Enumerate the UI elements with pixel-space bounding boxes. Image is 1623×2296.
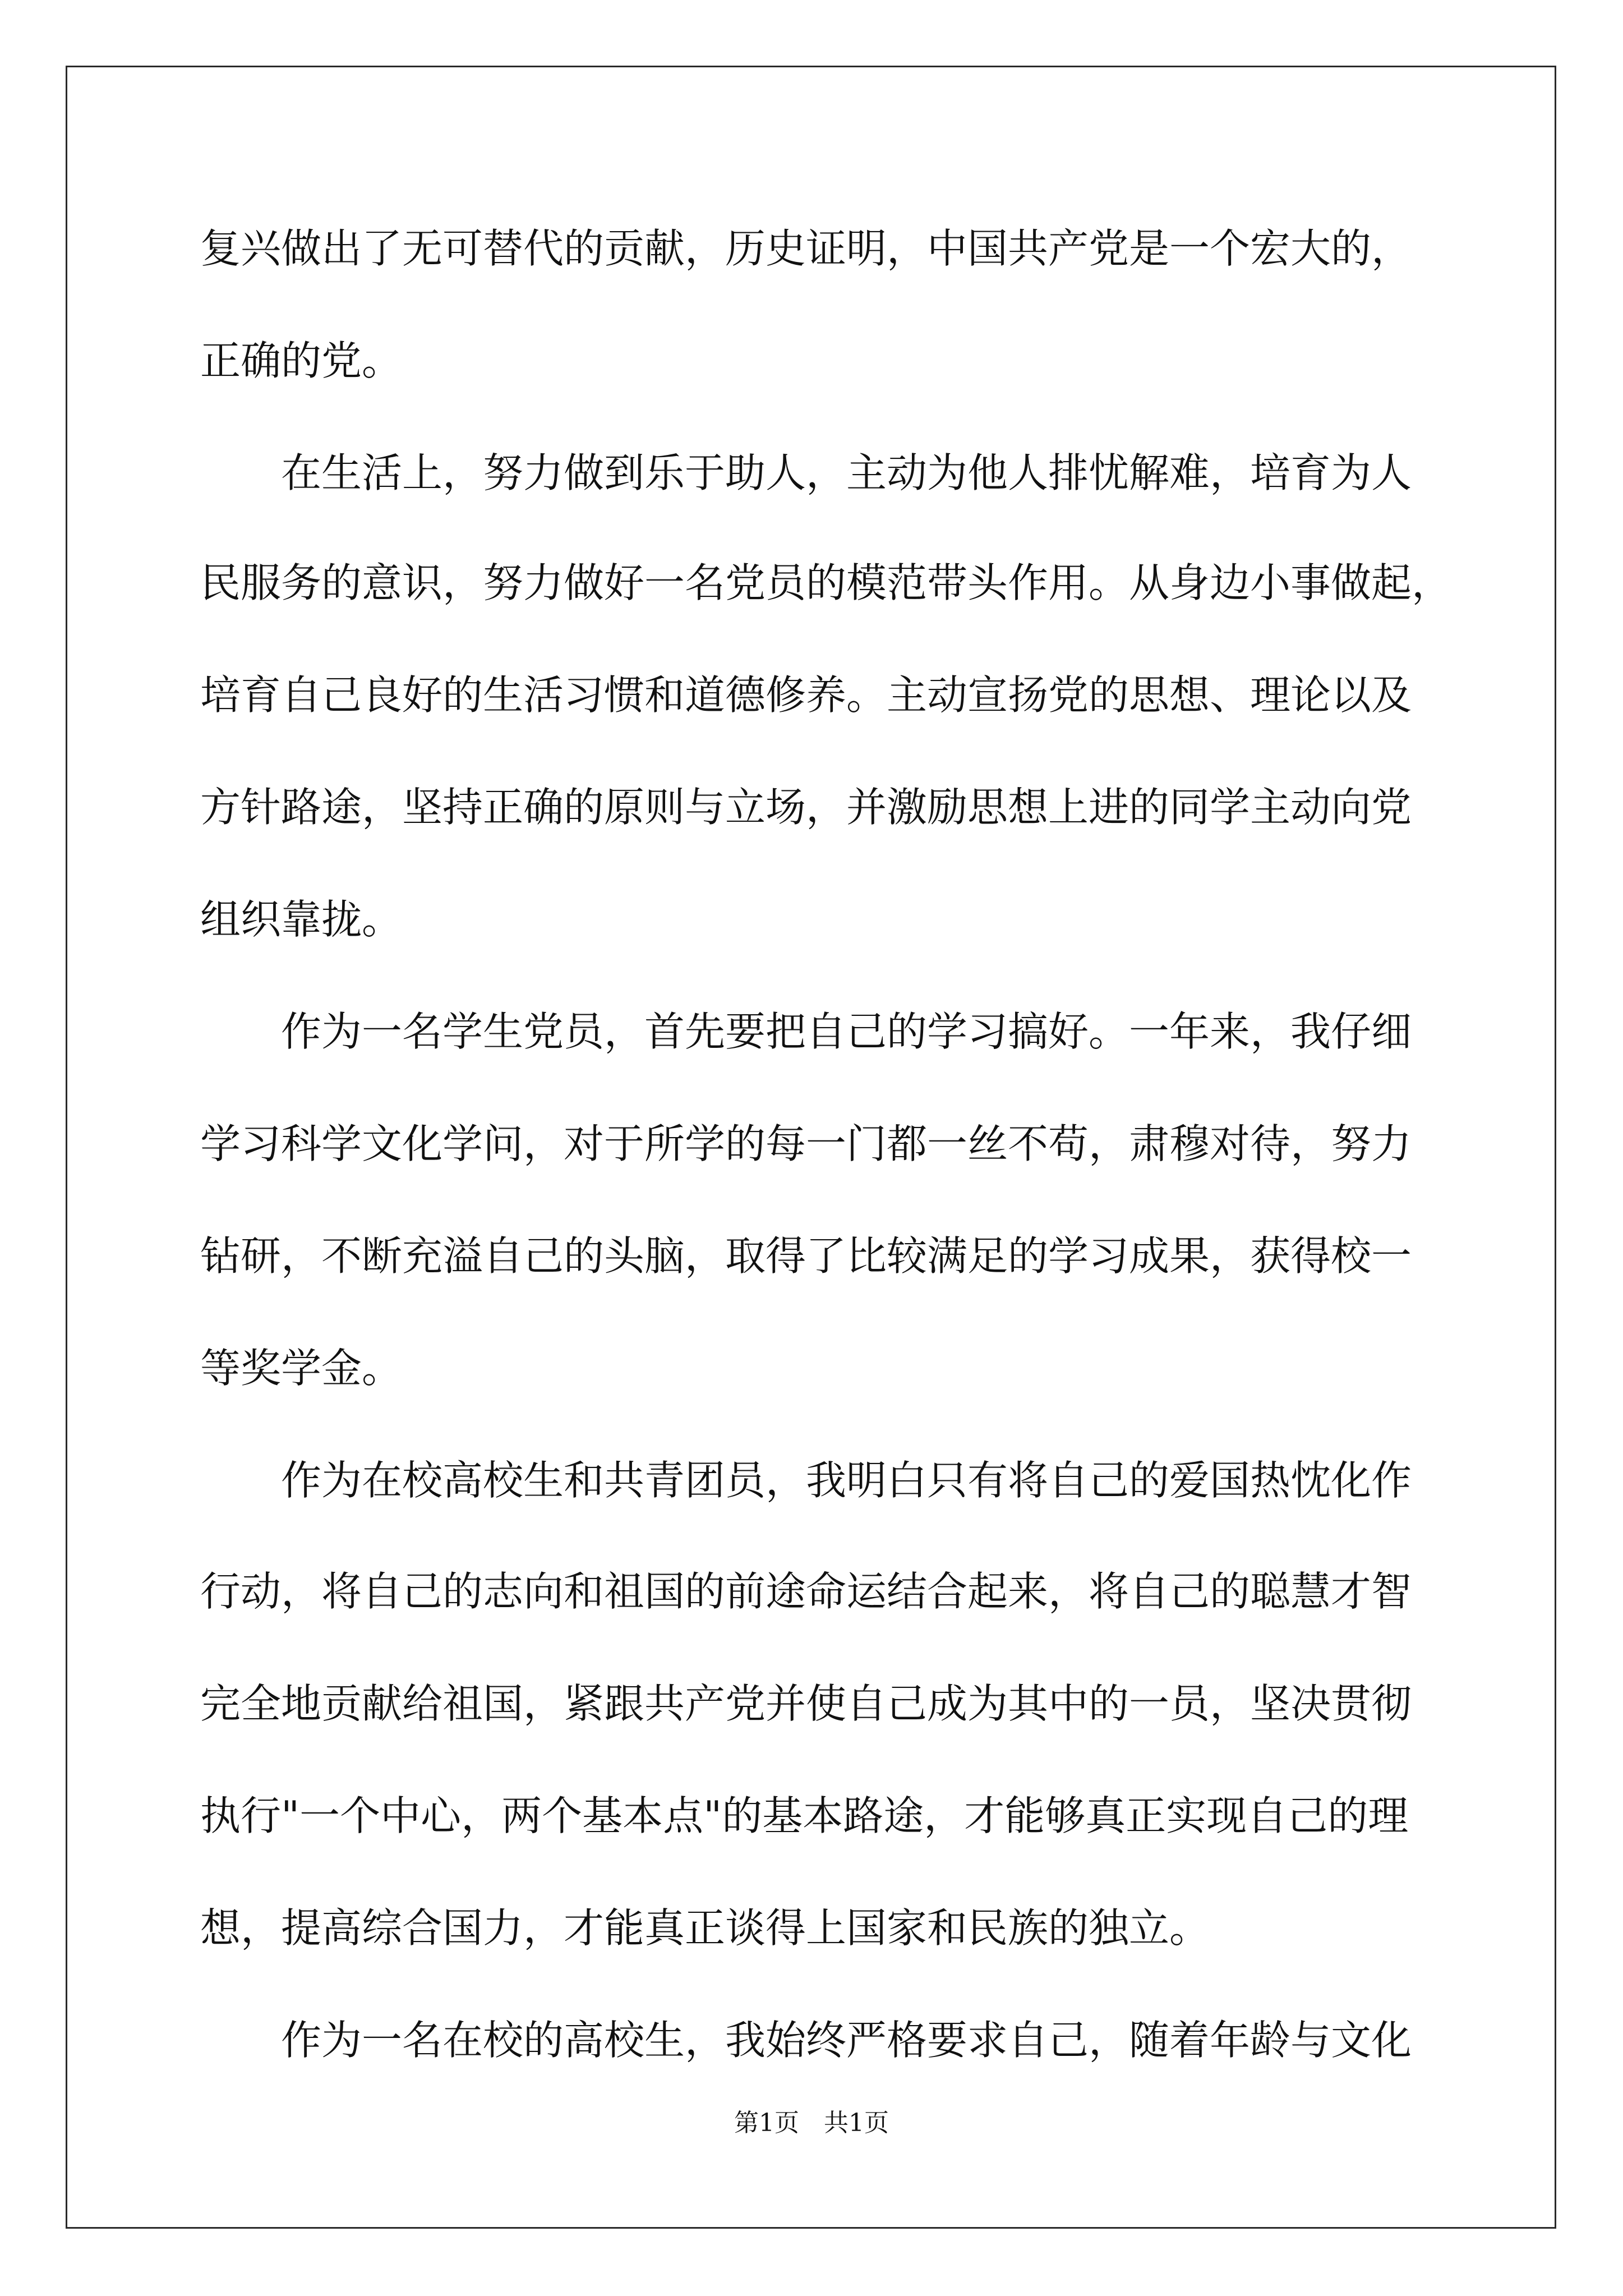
text-line: 想，提高综合国力，才能真正谈得上国家和民族的独立。	[200, 1904, 1210, 1952]
text-line: 作为在校高校生和共青团员，我明白只有将自己的爱国热忱化作	[281, 1457, 1412, 1504]
text-line: 执行"一个中心，两个基本点"的基本路途，才能够真正实现自己的理	[200, 1792, 1409, 1839]
text-line: 学习科学文化学问，对于所学的每一门都一丝不苟，肃穆对待，努力	[200, 1120, 1412, 1167]
text-line: 复兴做出了无可替代的贡献，历史证明，中国共产党是一个宏大的，	[200, 225, 1412, 272]
text-line: 等奖学金。	[200, 1345, 403, 1392]
text-line: 民服务的意识，努力做好一名党员的模范带头作用。从身边小事做起，	[200, 559, 1453, 606]
text-line: 组织靠拢。	[200, 896, 403, 943]
text-line: 正确的党。	[200, 337, 403, 384]
text-line: 方针路途，坚持正确的原则与立场，并激励思想上进的同学主动向党	[200, 784, 1412, 831]
text-line: 完全地贡献给祖国，紧跟共产党并使自己成为其中的一员，坚决贯彻	[200, 1680, 1412, 1727]
text-line: 作为一名学生党员，首先要把自己的学习搞好。一年来，我仔细	[281, 1008, 1412, 1055]
page-footer: 第1页 共1页	[734, 2109, 889, 2137]
text-line: 作为一名在校的高校生，我始终严格要求自己，随着年龄与文化	[281, 2017, 1412, 2064]
text-line: 钻研，不断充溢自己的头脑，取得了比较满足的学习成果，获得校一	[200, 1232, 1412, 1280]
text-line: 培育自己良好的生活习惯和道德修养。主动宣扬党的思想、理论以及	[200, 671, 1412, 719]
text-line: 行动，将自己的志向和祖国的前途命运结合起来，将自己的聪慧才智	[200, 1568, 1412, 1615]
text-line: 在生活上，努力做到乐于助人，主动为他人排忧解难，培育为人	[281, 449, 1412, 496]
